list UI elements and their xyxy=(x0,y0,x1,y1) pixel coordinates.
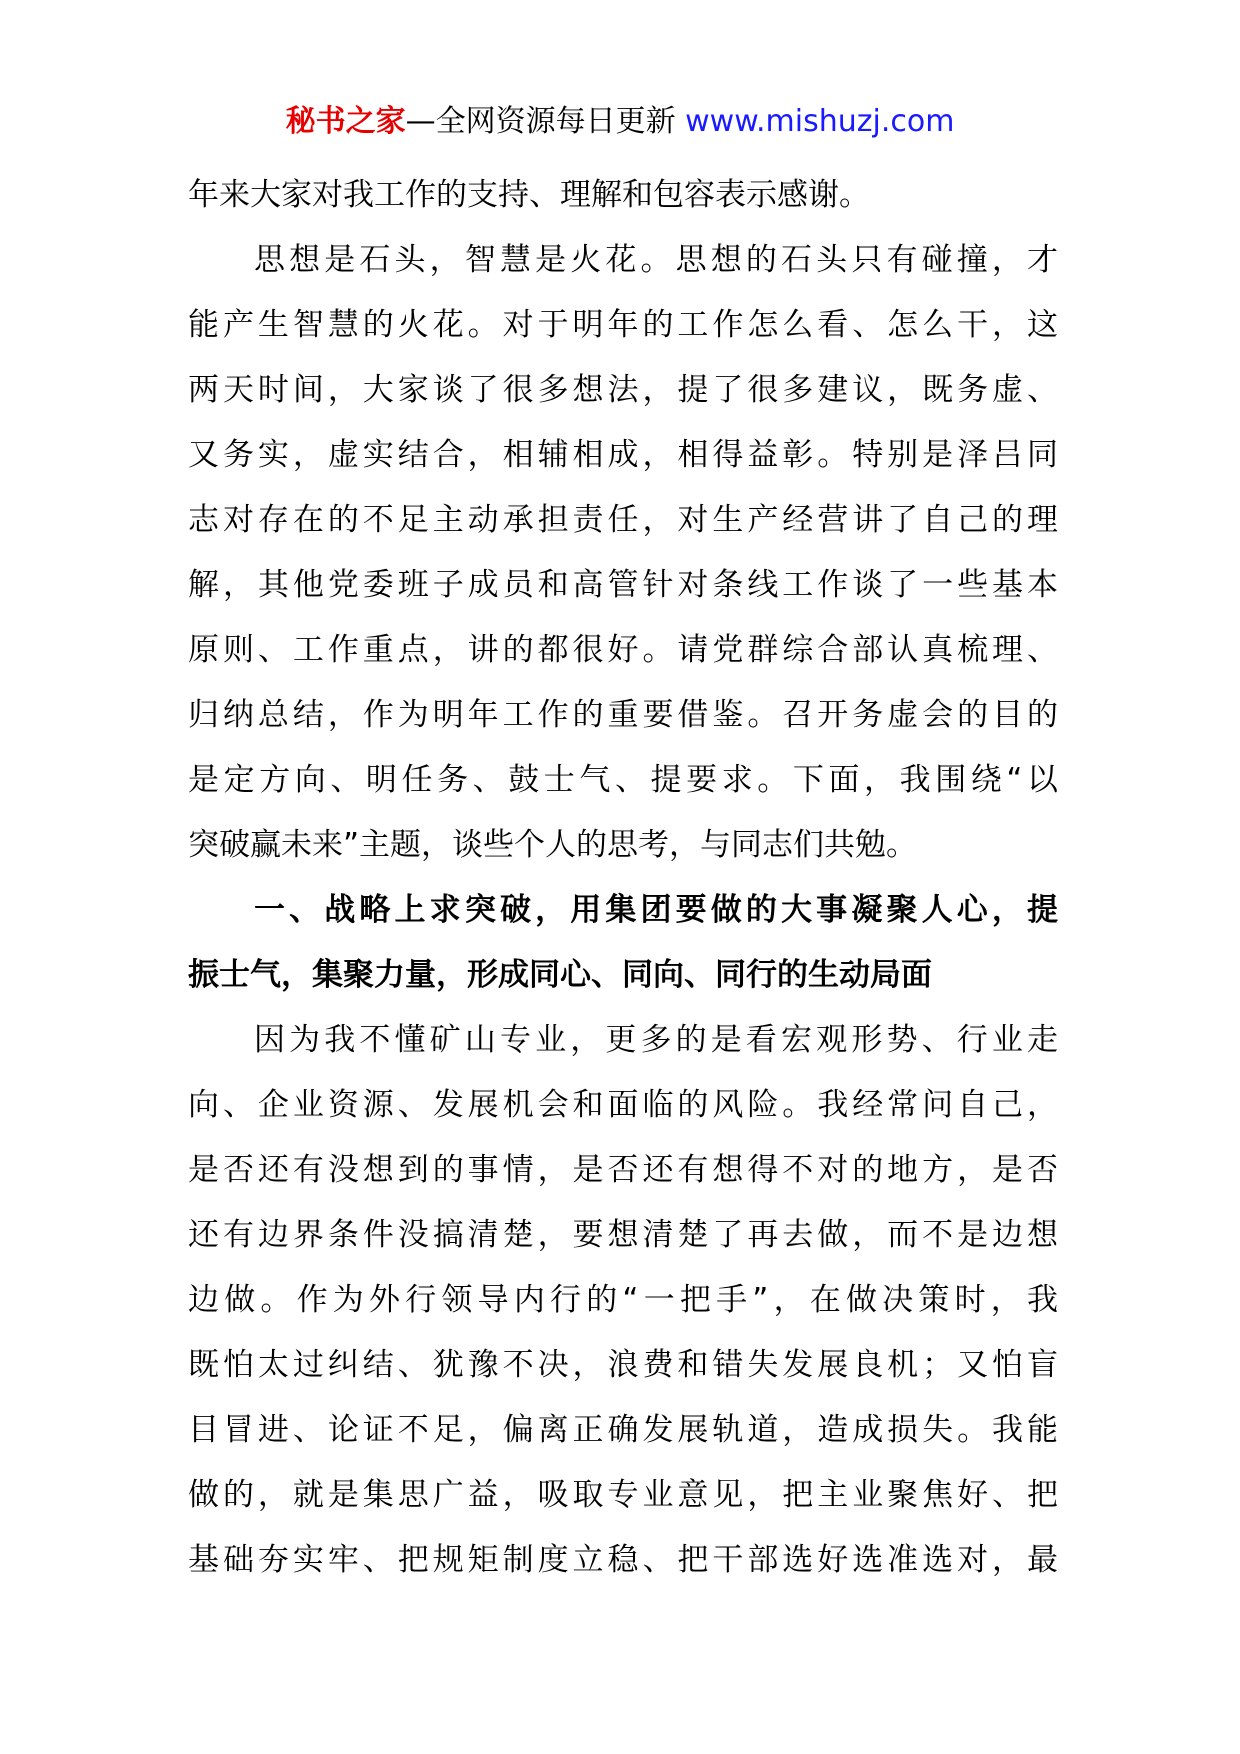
document-body xyxy=(188,163,1058,1593)
text-line: 思想是石头，智慧是火花。思想的石头只有碰撞，才 xyxy=(254,242,1058,278)
text-line: 突破赢未来”主题，谈些个人的思考，与同志们共勉。 xyxy=(188,827,918,863)
text-line: 向、企业资源、发展机会和面临的风险。我经常问自己， xyxy=(188,1087,1058,1123)
text-line: 能产生智慧的火花。对于明年的工作怎么看、怎么干，这 xyxy=(188,307,1058,343)
text-line: 是定方向、明任务、鼓士气、提要求。下面，我围绕“以 xyxy=(188,762,1058,798)
text-line: 又务实，虚实结合，相辅相成，相得益彰。特别是泽吕同 xyxy=(188,437,1058,473)
section-heading-line: 振士气，集聚力量，形成同心、同向、同行的生动局面 xyxy=(188,957,932,993)
text-line: 因为我不懂矿山专业，更多的是看宏观形势、行业走 xyxy=(254,1022,1058,1058)
text-line: 还有边界条件没搞清楚，要想清楚了再去做，而不是边想 xyxy=(188,1217,1058,1253)
text-line: 原则、工作重点，讲的都很好。请党群综合部认真梳理、 xyxy=(188,632,1058,668)
text-line: 边做。作为外行领导内行的“一把手”，在做决策时，我 xyxy=(188,1282,1058,1318)
page-header xyxy=(0,100,1240,144)
text-line: 两天时间，大家谈了很多想法，提了很多建议，既务虚、 xyxy=(188,372,1058,408)
text-line: 是否还有没想到的事情，是否还有想得不对的地方，是否 xyxy=(188,1152,1058,1188)
text-line: 归纳总结，作为明年工作的重要借鉴。召开务虚会的目的 xyxy=(188,697,1058,733)
text-line: 既怕太过纠结、犹豫不决，浪费和错失发展良机；又怕盲 xyxy=(188,1347,1058,1383)
header-slogan: —全网资源每日更新 xyxy=(405,104,686,139)
text-line: 志对存在的不足主动承担责任，对生产经营讲了自己的理 xyxy=(188,502,1058,538)
text-line: 做的，就是集思广益，吸取专业意见，把主业聚焦好、把 xyxy=(188,1477,1058,1513)
text-line: 解，其他党委班子成员和高管针对条线工作谈了一些基本 xyxy=(188,567,1058,603)
website-url[interactable]: www.mishuzj.com xyxy=(685,104,955,139)
text-line: 目冒进、论证不足，偏离正确发展轨道，造成损失。我能 xyxy=(188,1412,1058,1448)
text-line: 年来大家对我工作的支持、理解和包容表示感谢。 xyxy=(188,177,870,213)
section-heading-line: 一、战略上求突破，用集团要做的大事凝聚人心，提 xyxy=(254,892,1058,928)
brand-name: 秘书之家 xyxy=(285,104,406,139)
text-line: 基础夯实牢、把规矩制度立稳、把干部选好选准选对，最 xyxy=(188,1542,1058,1578)
